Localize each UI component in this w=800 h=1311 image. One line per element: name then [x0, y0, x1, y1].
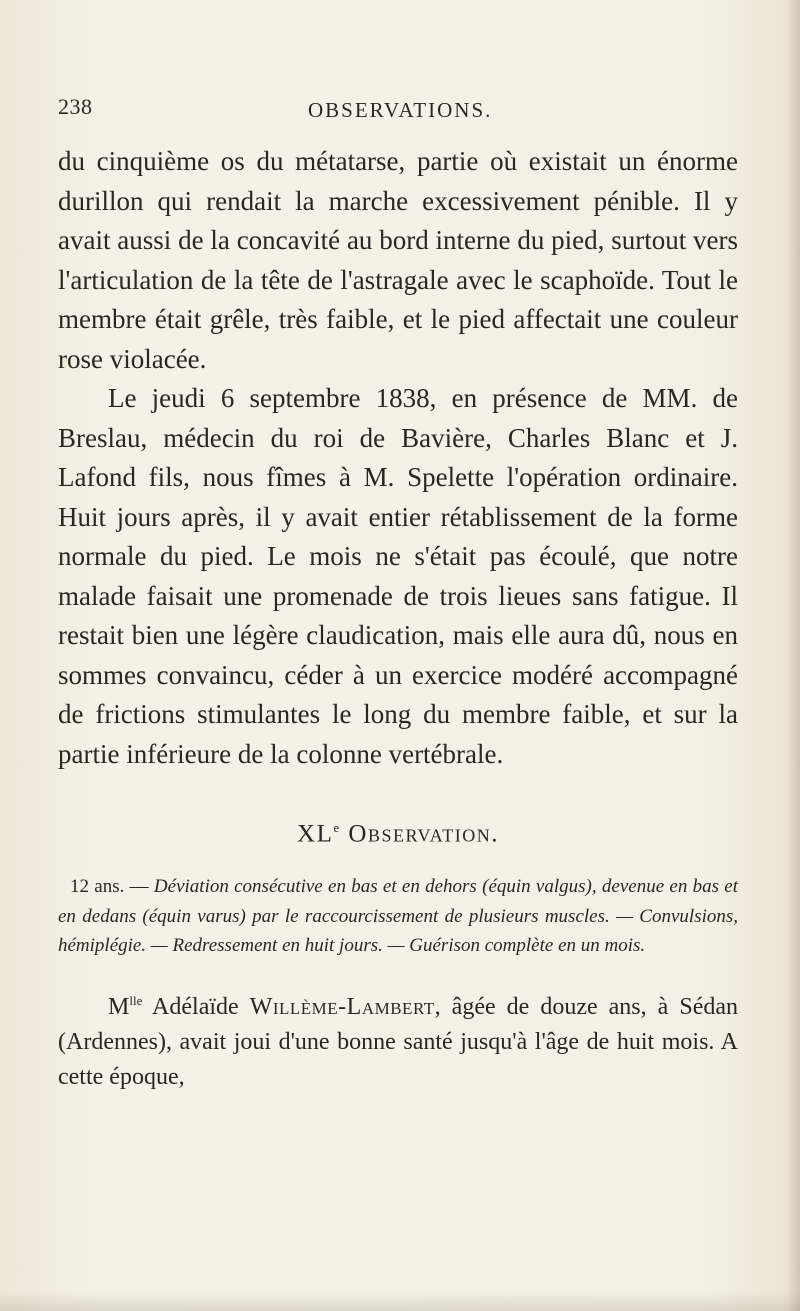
case-summary-text: Déviation consécutive en bas et en dehors (équin valgus), devenue en bas et en dedans (équin varus) par le raccourcissement de plusieurs muscles. — Convulsions, hémiplégie. — Redressement en huit jours. — Guérison complète en un mois.	[58, 876, 738, 957]
page-number: 238	[58, 94, 93, 119]
patient-paragraph-text: , âgée de douze ans, à Sédan (Ardennes), avait joui d'une bonne santé jusqu'à l'âge de huit mois. A cette époque,	[58, 993, 738, 1090]
observation-number-sup: e	[333, 820, 341, 835]
page-content	[58, 142, 738, 1095]
observation-heading	[58, 820, 738, 848]
page-header	[58, 90, 738, 134]
patient-surname: Willème-Lambert	[249, 993, 435, 1020]
patient-title-sup: lle	[129, 992, 143, 1008]
case-age: 12 ans. —	[70, 876, 149, 898]
paragraph-patient	[58, 983, 738, 1095]
observation-number: XL	[297, 820, 334, 848]
paragraph-operation: Le jeudi 6 septembre 1838, en présence de MM. de Breslau, médecin du roi de Bavière, Charles Blanc et J. Lafond fils, nous fîmes à M. Spelette l'opération ordinaire. Huit jours après, il y avait entier rétablissement de la forme normale du pied. Le mois ne s'était pas écoulé, que notre malade faisait une promenade de trois lieues sans fatigue. Il restait bien une légère claudication, mais elle aura dû, nous en sommes convaincu, céder à un exercice modéré accompagné de frictions stimulantes le long du membre faible, et sur la partie inférieure de la colonne vertébrale.	[58, 383, 738, 769]
running-title: OBSERVATIONS.	[308, 98, 493, 122]
page-bottom-shadow	[0, 1291, 800, 1311]
paragraph-continuation: du cinquième os du métatarse, partie où existait un énorme durillon qui rendait la marche excessivement pénible. Il y avait aussi de la concavité au bord interne du pied, surtout vers l'articulation de la tête de l'astragale avec le scaphoïde. Tout le membre était grêle, très faible, et le pied affectait une couleur rose violacée.	[58, 146, 738, 374]
observation-label: Observation.	[348, 820, 499, 848]
patient-first-name: Adélaïde	[152, 993, 239, 1020]
page-edge-shadow	[786, 0, 800, 1311]
case-summary	[58, 872, 738, 961]
patient-title: M	[108, 993, 130, 1020]
